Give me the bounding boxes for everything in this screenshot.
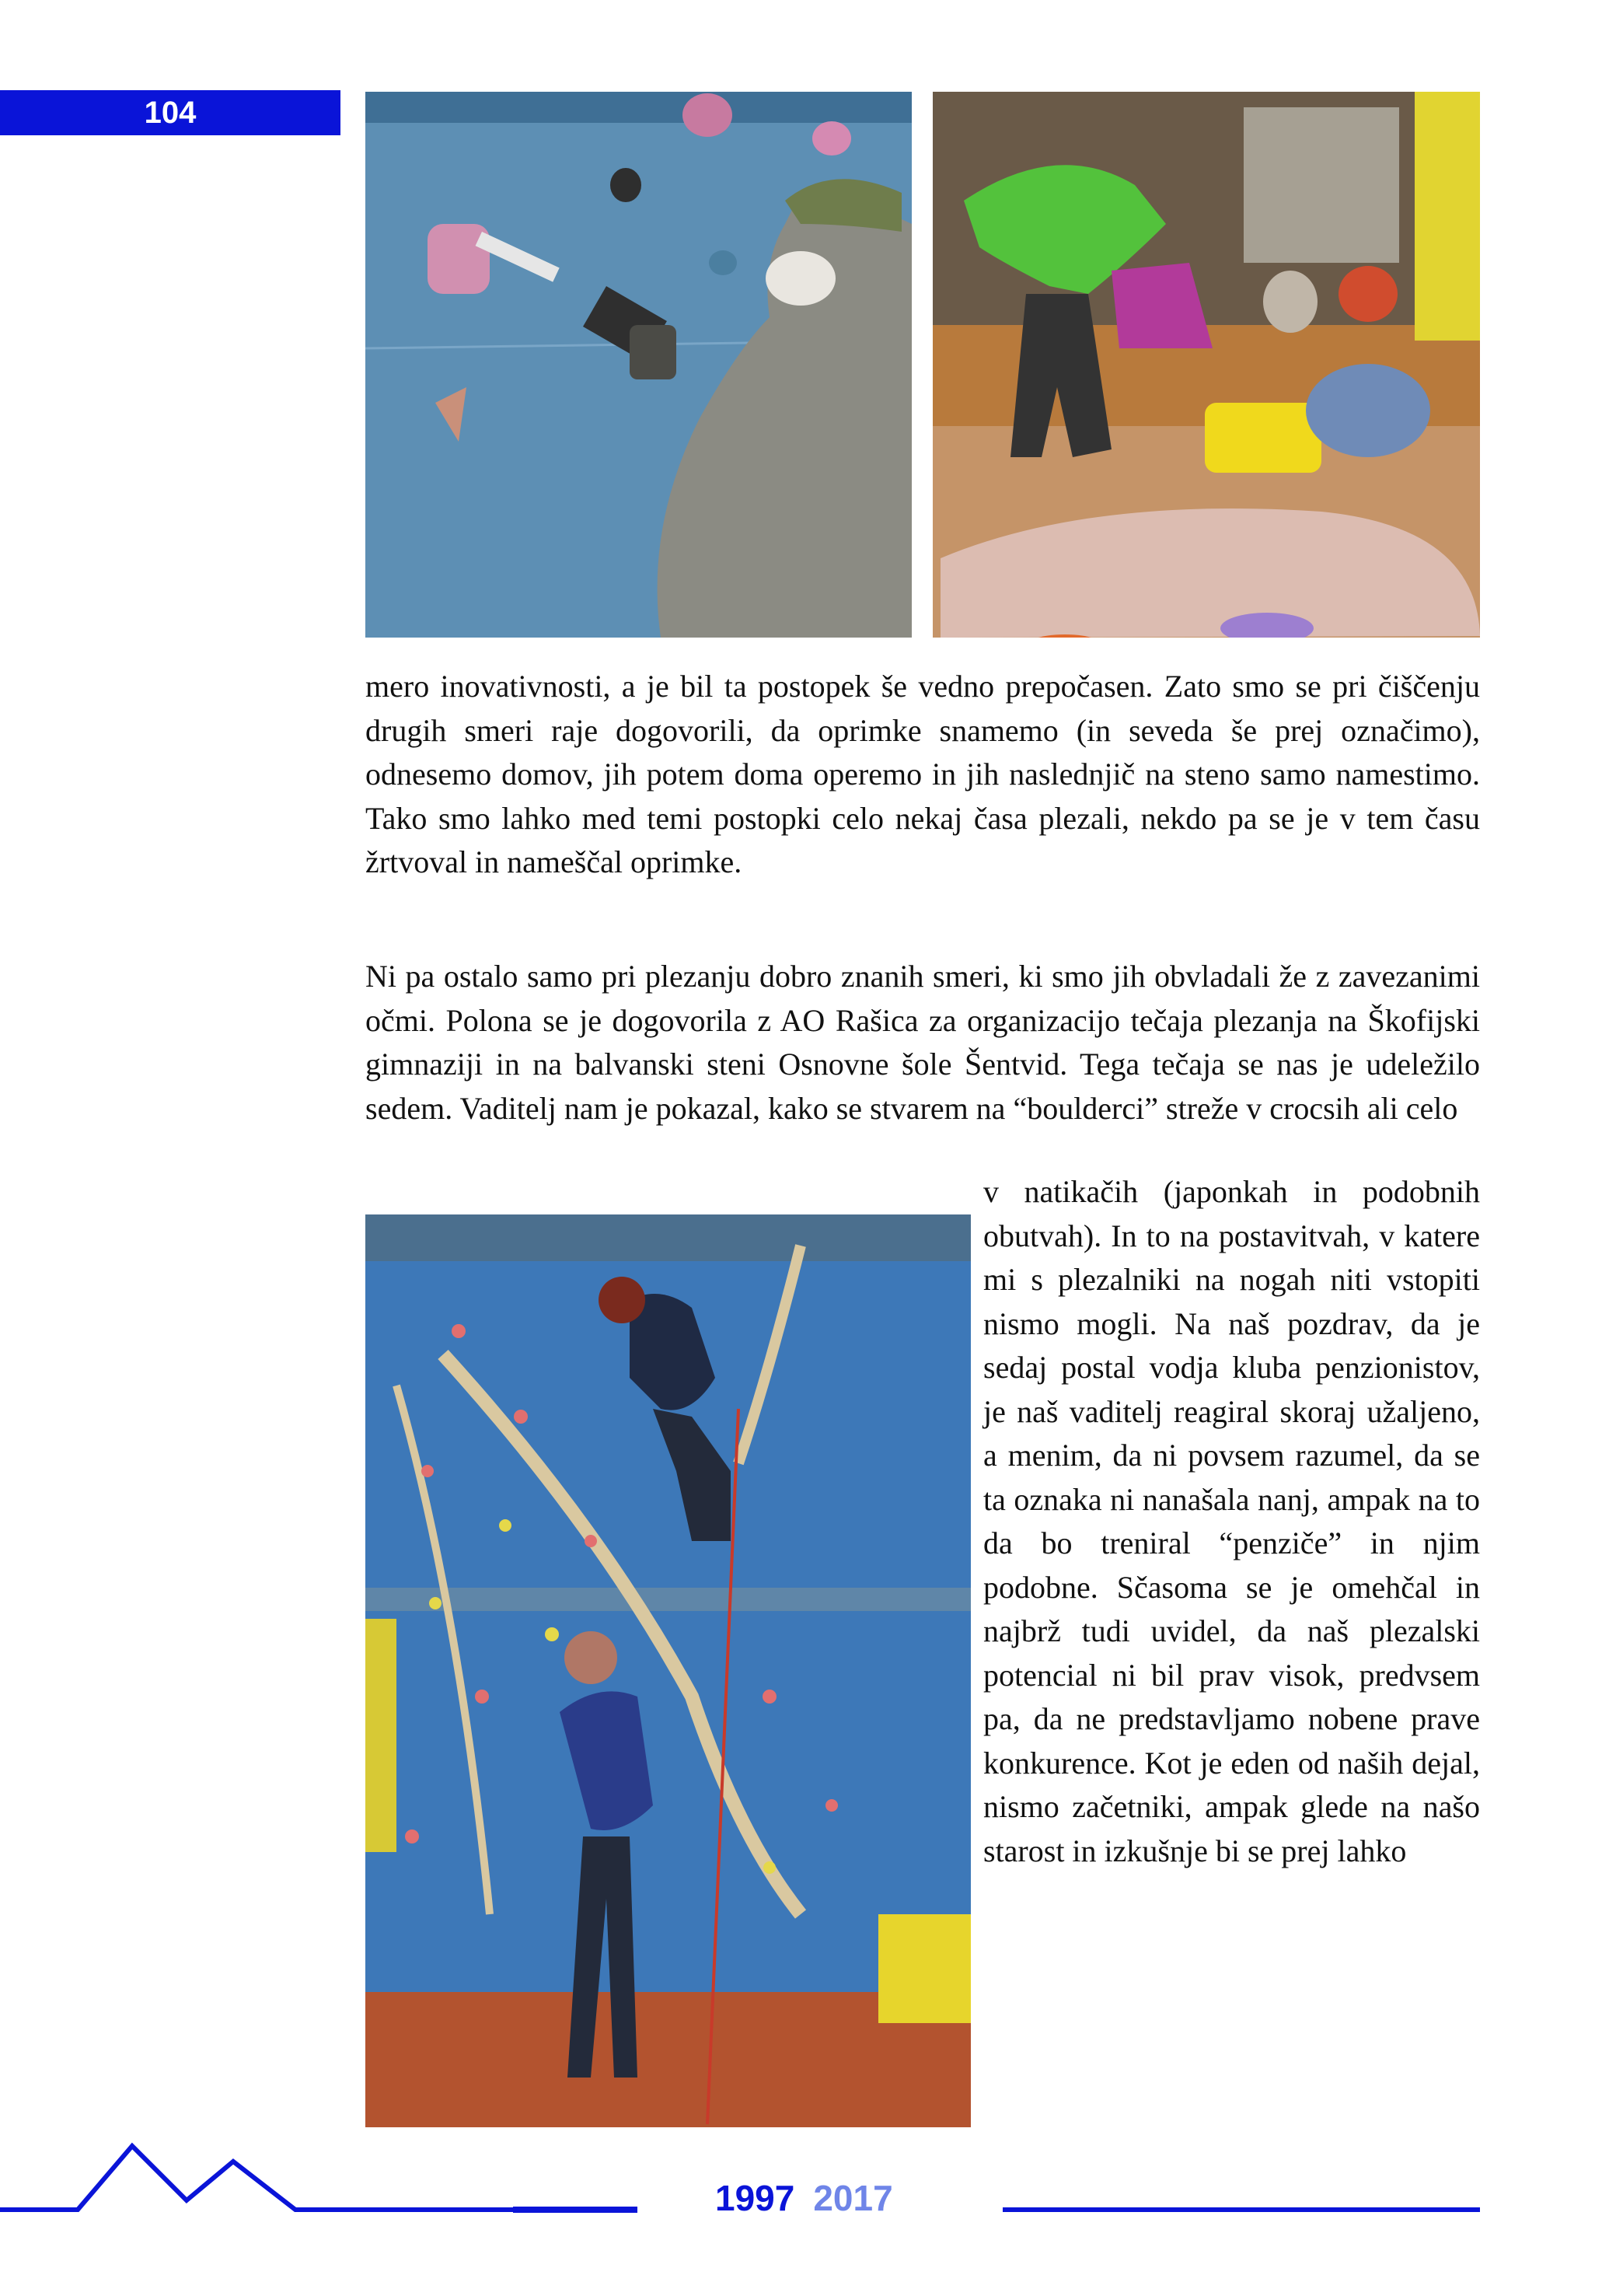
- footer-year-start: 1997: [715, 2178, 795, 2218]
- footer-year-end: 2017: [813, 2178, 893, 2218]
- photo-cleaning-holds: [365, 92, 912, 638]
- footer-year-range: [715, 2177, 893, 2219]
- body-paragraph-1: mero inovativnosti, a je bil ta postopek še vedno prepočasen. Zato smo se pri čiščenju drugih smeri raje dogovorili, da oprimke snamemo (in seveda še prej označimo), odnesemo domov, jih potem doma operemo in jih naslednjič na steno samo namestimo. Tako smo lahko med temi postopki celo nekaj časa plezali, nekdo pa se je v tem času žrtvoval in nameščal oprimke.: [365, 669, 1480, 879]
- page-number: 104: [0, 90, 340, 135]
- photo-washing-holds: [933, 92, 1480, 638]
- photo-climbing-wall: [365, 1214, 971, 2127]
- body-paragraph-2: Ni pa ostalo samo pri plezanju dobro znanih smeri, ki smo jih obvladali že z zavezanimi očmi. Polona se je dogovorila z AO Rašica za organizacijo tečaja plezanja na Škofijski gimnaziji in na balvanski steni Osnovne šole Šentvid. Tega tečaja se nas je udeležilo sedem. Vaditelj nam je pokazal, kako se stvarem na “boulderci” streže v crocsih ali celo: [365, 959, 1480, 1126]
- body-paragraph-3: v natikačih (japonkah in podobnih obutvah). In to na postavitvah, v katere mi s plezalniki na nogah niti vstopiti nismo mogli. Na naš pozdrav, da je sedaj postal vodja kluba penzionistov, je naš vaditelj reagiral skoraj užaljeno, a menim, da ni povsem razumel, da se ta oznaka ni nanašala nanj, ampak na to da bo treniral “penziče” in njim podobne. Sčasoma se je omehčal in najbrž tudi uvidel, da naš plezalski potencial ni bil prav visok, predvsem pa, da ne predstavljamo nobene prave konkurence. Kot je eden od naših dejal, nismo začetniki, ampak glede na našo starost in izkušnje bi se prej lahko: [983, 1174, 1480, 1868]
